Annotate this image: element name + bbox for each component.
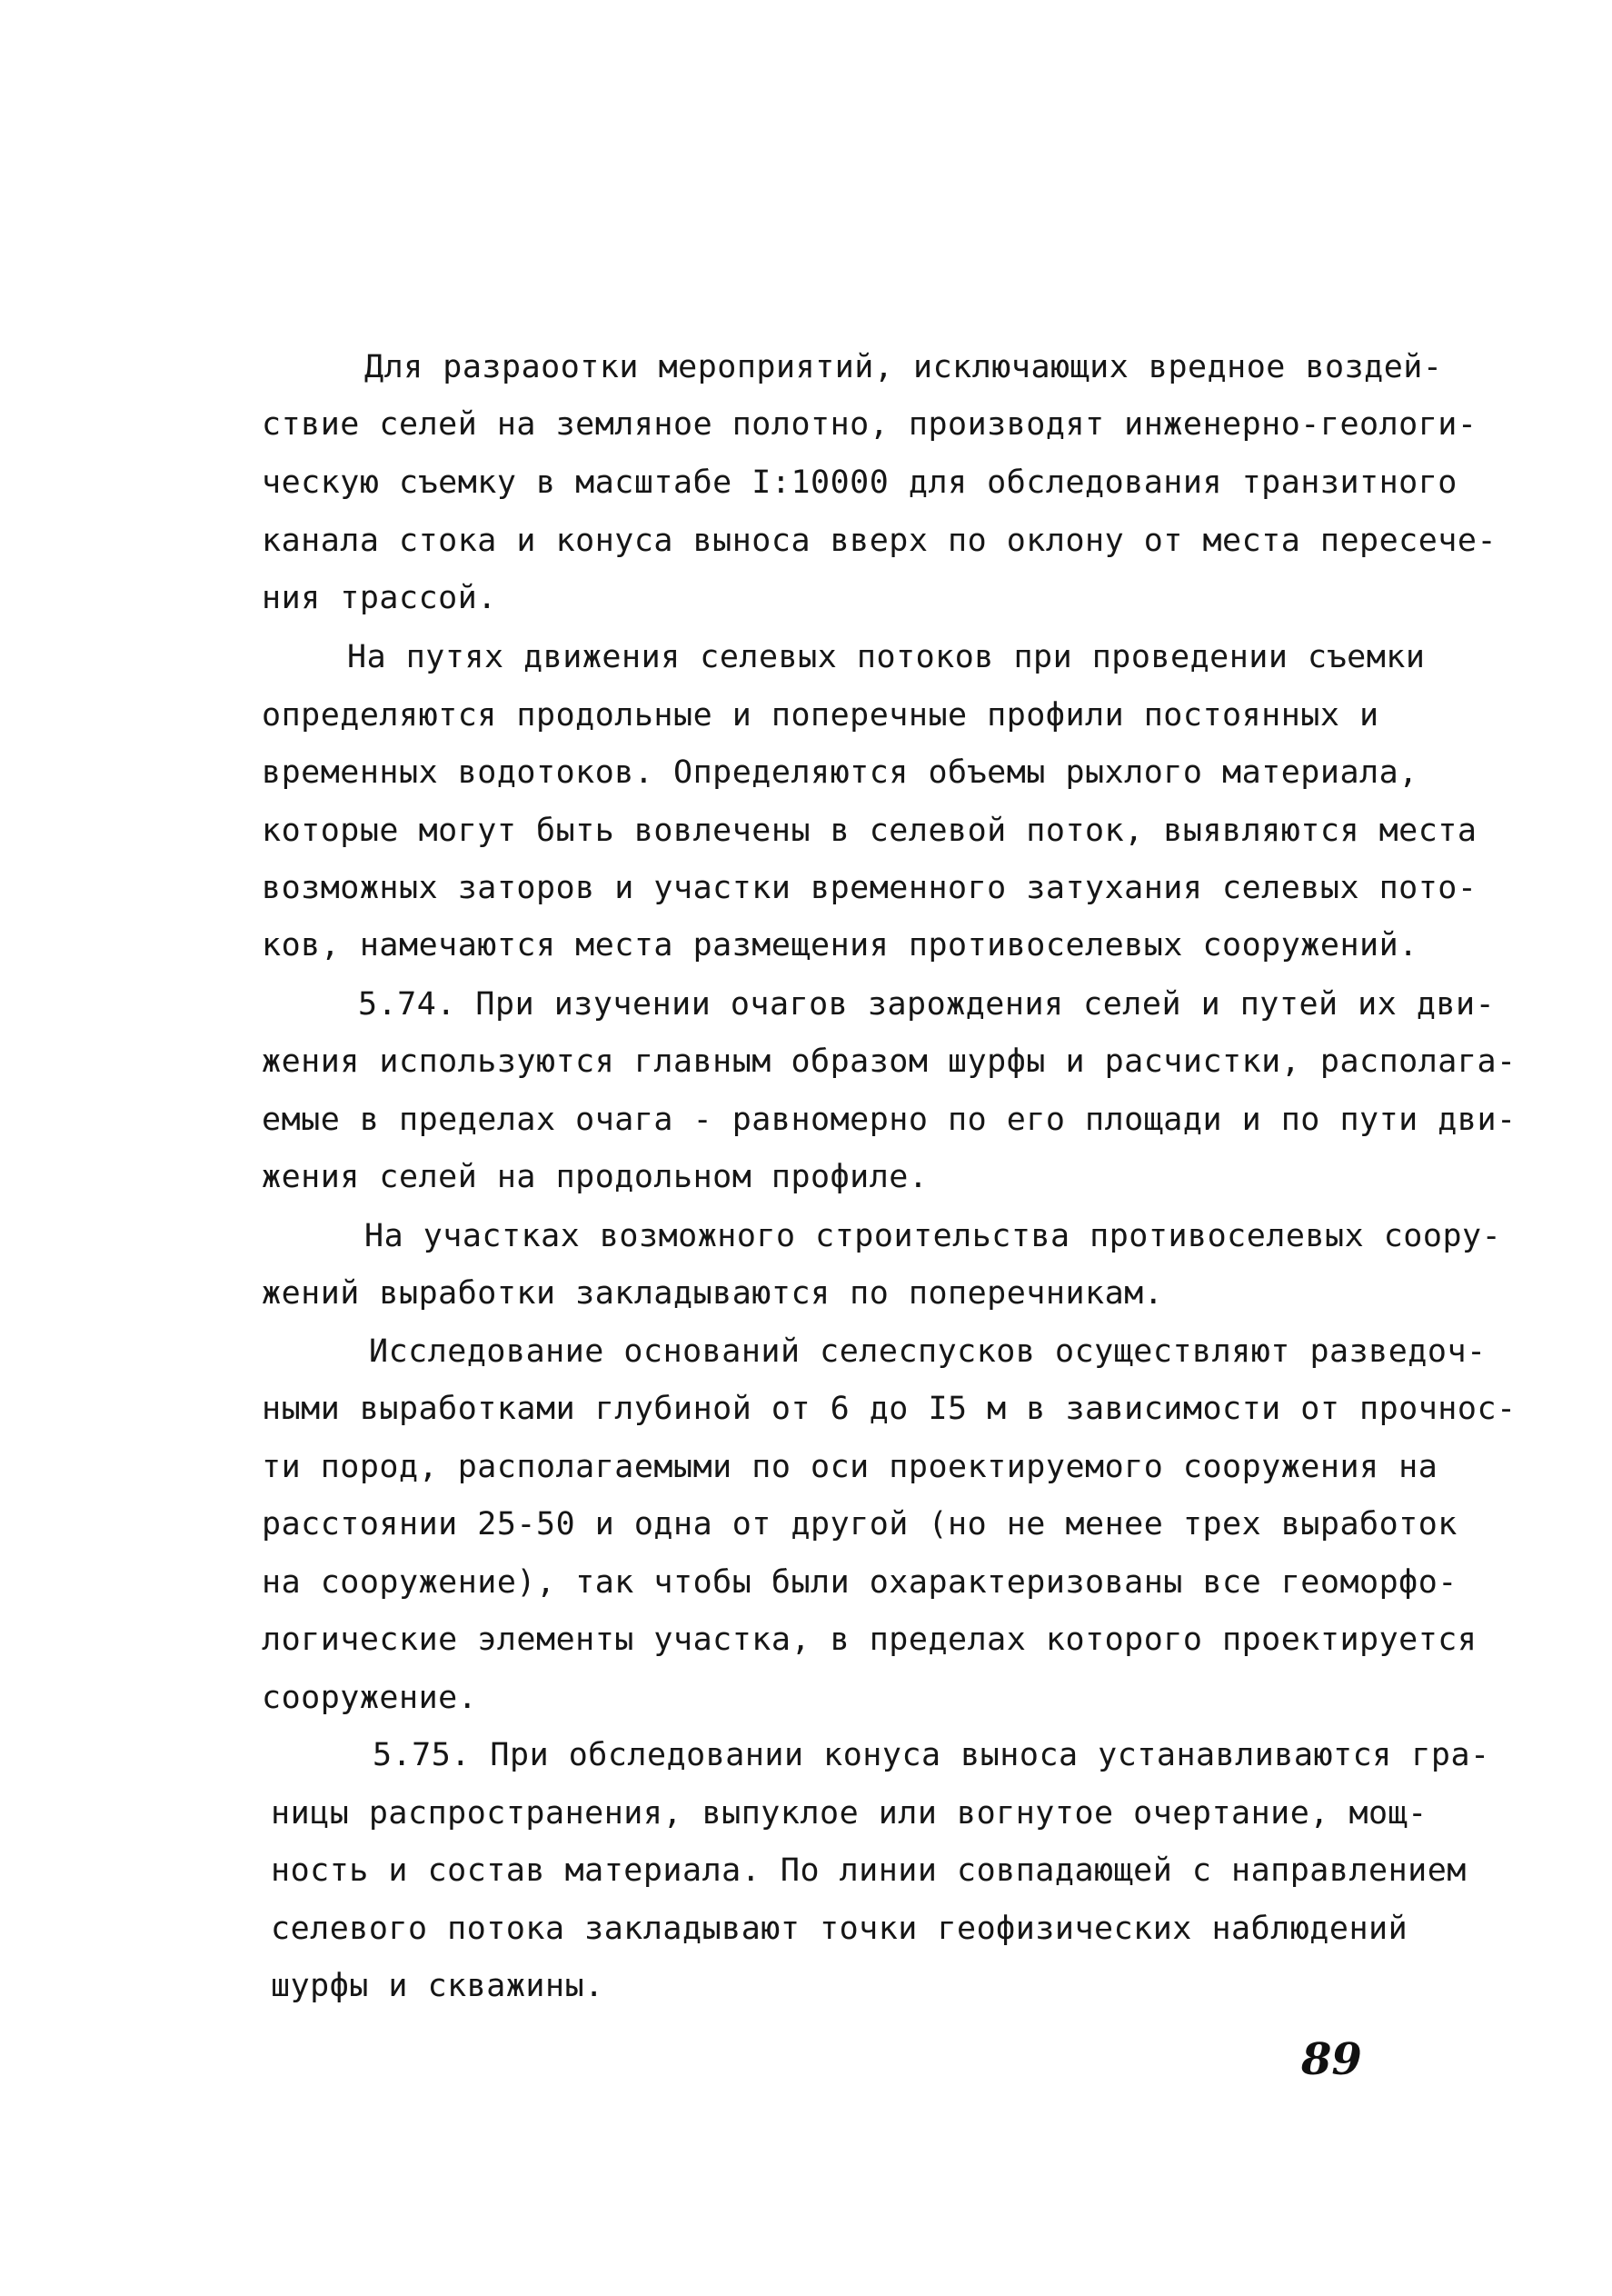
text-line: временных водотоков. Определяются объемы рыхлого материала, xyxy=(262,754,1418,791)
text-line: на сооружение), так чтобы были охарактеризованы все геоморфо- xyxy=(262,1564,1458,1601)
text-line: ность и состав материала. По линии совпадающей с направлением xyxy=(271,1852,1467,1889)
text-line: возможных заторов и участки временного затухания селевых пото- xyxy=(262,870,1478,906)
text-line: сооружение. xyxy=(262,1680,478,1716)
text-line: жений выработки закладываются по поперечникам. xyxy=(262,1275,1164,1312)
text-line: расстоянии 25-50 и одна от другой (но не менее трех выработок xyxy=(262,1506,1458,1542)
text-line: логические элементы участка, в пределах которого проектируется xyxy=(262,1622,1478,1658)
text-line: жения используются главным образом шурфы и расчистки, располага- xyxy=(262,1043,1517,1080)
text-line: жения селей на продольном профиле. xyxy=(262,1159,929,1195)
text-line: На путях движения селевых потоков при проведении съемки xyxy=(347,639,1426,675)
text-line: ницы распространения, выпуклое или вогнутое очертание, мощ- xyxy=(271,1795,1428,1832)
text-line: 5.74. При изучении очагов зарождения селей и путей их дви- xyxy=(358,986,1496,1023)
text-line: шурфы и скважины. xyxy=(271,1968,604,2004)
text-line: 5.75. При обследовании конуса выноса устанавливаются гра- xyxy=(373,1737,1490,1773)
text-line: селевого потока закладывают точки геофизических наблюдений xyxy=(271,1911,1408,1947)
text-line: ков, намечаются места размещения противоселевых сооружений. xyxy=(262,927,1418,963)
text-line: определяются продольные и поперечные профили постоянных и xyxy=(262,697,1379,734)
page-number: 89 xyxy=(1301,2034,1362,2085)
text-line: ческую съемку в масштабе I:10000 для обследования транзитного xyxy=(262,464,1458,501)
text-line: ными выработками глубиной от 6 до I5 м в зависимости от прочнос- xyxy=(262,1391,1517,1427)
text-line: Исследование оснований селеспусков осуществляют разведоч- xyxy=(369,1333,1487,1370)
text-line: ти пород, располагаемыми по оси проектируемого сооружения на xyxy=(262,1449,1438,1485)
text-line: На участках возможного строительства противоселевых соору- xyxy=(364,1218,1502,1254)
text-line: емые в пределах очага - равномерно по его площади и по пути дви- xyxy=(262,1102,1517,1138)
text-line: которые могут быть вовлечены в селевой поток, выявляются места xyxy=(262,813,1478,849)
text-line: Для разраоотки мероприятий, исключающих вредное воздей- xyxy=(364,349,1443,385)
text-line: ствие селей на земляное полотно, производят инженерно-геологи- xyxy=(262,406,1478,443)
text-line: канала стока и конуса выноса вверх по оклону от места пересече- xyxy=(262,523,1498,559)
text-line: ния трассой. xyxy=(262,580,497,616)
